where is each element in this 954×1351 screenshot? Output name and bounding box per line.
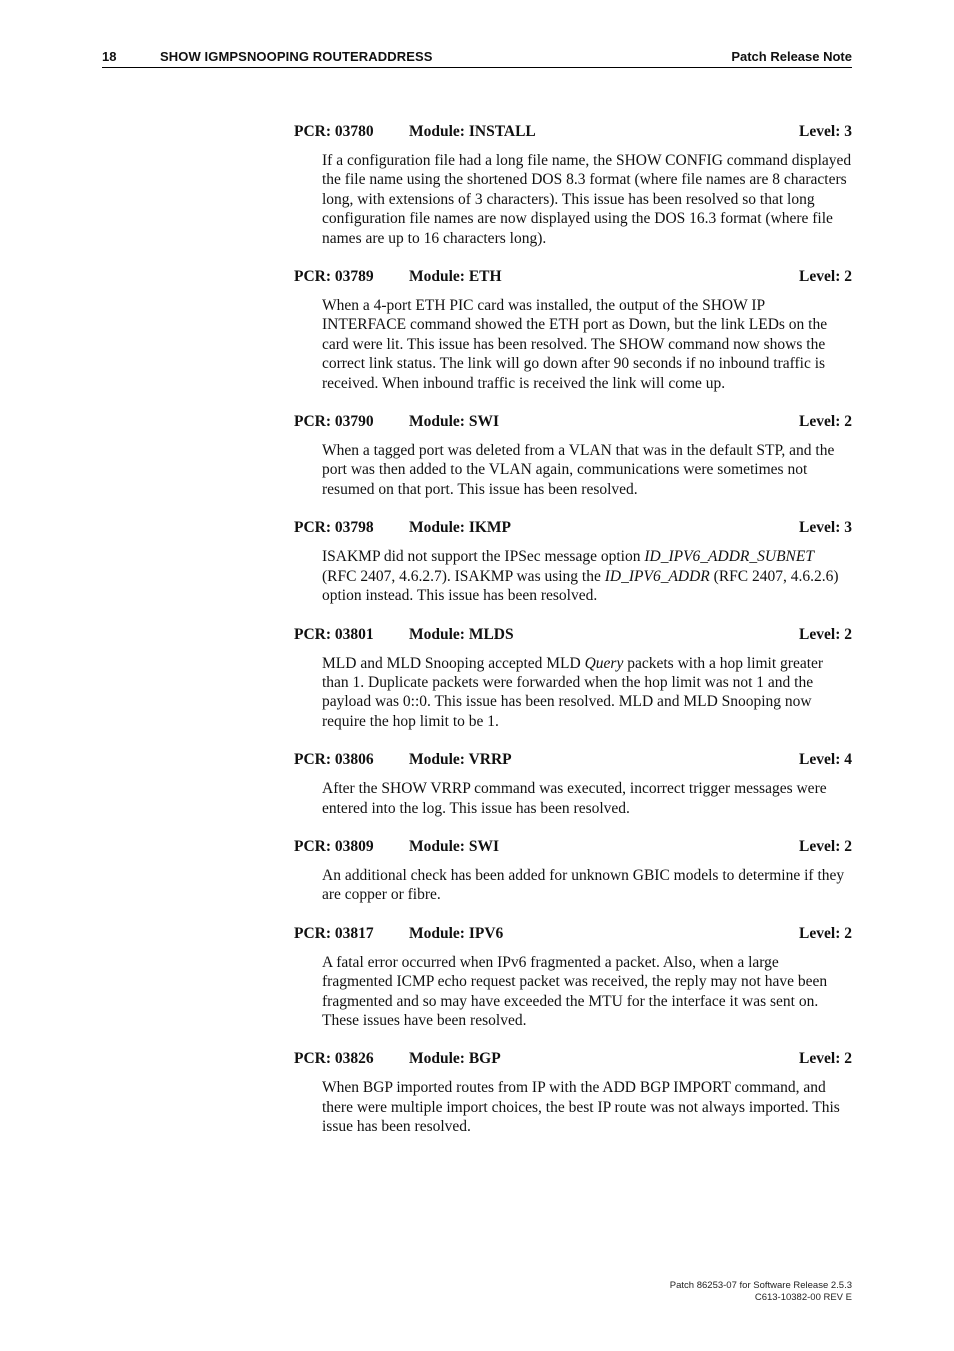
page-header xyxy=(102,47,852,68)
pcr-number: PCR: 03780 xyxy=(294,123,374,140)
pcr-entry-heading xyxy=(294,519,852,541)
document-title: Patch Release Note xyxy=(731,49,852,64)
pcr-entry xyxy=(294,838,852,905)
pcr-description xyxy=(322,296,852,393)
footer-patch-line: Patch 86253-07 for Software Release 2.5.3 xyxy=(669,1280,852,1291)
description-text: (RFC 2407, 4.6.2.7). ISAKMP was using the xyxy=(322,567,605,585)
page-footer xyxy=(670,1280,852,1303)
pcr-module: Module: IKMP xyxy=(409,519,512,537)
pcr-entry xyxy=(294,519,852,605)
pcr-module: Module: IPV6 xyxy=(409,924,504,942)
pcr-entry-heading xyxy=(294,123,852,145)
pcr-module: Module: INSTALL xyxy=(409,123,536,140)
pcr-number: PCR: 03809 xyxy=(294,837,374,855)
pcr-number: PCR: 03806 xyxy=(294,751,374,769)
pcr-description xyxy=(322,441,852,499)
pcr-entry xyxy=(294,413,852,499)
pcr-level: Level: 3 xyxy=(799,123,852,140)
italic-term: ID_IPV6_ADDR_SUBNET xyxy=(644,548,814,566)
pcr-description xyxy=(322,654,852,732)
pcr-module: Module: BGP xyxy=(409,1050,501,1068)
description-text: When BGP imported routes from IP with the ADD BGP IMPORT command, and there were multiple import choices, the best IP route was not always imported. This issue has been resolved. xyxy=(322,1079,840,1136)
pcr-module: Module: ETH xyxy=(409,268,502,286)
pcr-number: PCR: 03798 xyxy=(294,519,374,537)
description-text: (RFC 2407, 4.6.2.6) option instead. This issue has been resolved. xyxy=(322,567,839,605)
description-text: When a 4-port ETH PIC card was installed, the output of the SHOW IP INTERFACE command showed the ETH port as Down, but the link LEDs on the card were lit. This issue has been resolved. The SHOW command now shows the correct link status. The link will go down after 90 seconds if no inbound traffic is received. When inbound traffic is received the link will come up. xyxy=(322,297,828,392)
description-text: An additional check has been added for unknown GBIC models to determine if they are copper or fibre. xyxy=(322,866,845,904)
pcr-level: Level: 2 xyxy=(799,837,852,855)
pcr-level: Level: 4 xyxy=(799,751,852,769)
pcr-level: Level: 2 xyxy=(799,268,852,286)
description-text: After the SHOW VRRP command was executed, incorrect trigger messages were entered into the log. This issue has been resolved. xyxy=(322,780,827,817)
pcr-entry xyxy=(294,626,852,732)
pcr-number: PCR: 03789 xyxy=(294,268,374,286)
pcr-number: PCR: 03826 xyxy=(294,1050,374,1068)
pcr-level: Level: 2 xyxy=(799,924,852,942)
pcr-number: PCR: 03790 xyxy=(294,413,374,431)
pcr-level: Level: 2 xyxy=(799,1050,852,1068)
section-title: SHOW IGMPSNOOPING ROUTERADDRESS xyxy=(160,49,433,64)
italic-term: Query xyxy=(584,654,624,672)
pcr-entry xyxy=(294,751,852,818)
description-text: If a configuration file had a long file name, the SHOW CONFIG command displayed the file name using the shortened DOS 8.3 format (where file names are 8 characters long, with extensions of 3 characters). This issue has been resolved so that long configuration file names are now displayed using the DOS 16.3 format (where file names are up to 16 characters long). xyxy=(322,152,852,247)
pcr-description xyxy=(322,866,852,905)
pcr-list xyxy=(294,123,852,1157)
pcr-entry xyxy=(294,1050,852,1136)
pcr-entry-heading xyxy=(294,925,852,947)
pcr-entry xyxy=(294,123,852,248)
footer-doc-code: C613-10382-00 REV E xyxy=(754,1291,852,1303)
pcr-number: PCR: 03817 xyxy=(294,924,374,942)
pcr-entry-heading xyxy=(294,838,852,860)
pcr-number: PCR: 03801 xyxy=(294,625,374,643)
pcr-level: Level: 2 xyxy=(799,625,852,643)
description-text: packets with a hop limit greater than 1. Duplicate packets were forwarded when the hop limit was not 1 and the payload was 0::0. This issue has been resolved. MLD and MLD Snooping now require the hop limit to be 1. xyxy=(322,654,824,730)
description-text: When a tagged port was deleted from a VLAN that was in the default STP, and the port was then added to the VLAN again, communications were sometimes not resumed on that port. This issue has been resolved. xyxy=(322,442,835,498)
description-text: A fatal error occurred when IPv6 fragmented a packet. Also, when a large fragmented ICMP echo request packet was received, the reply may not have been fragmented and so may have exceeded the MTU for the interface it was sent on. These issues have been resolved. xyxy=(322,953,828,1029)
pcr-module: Module: VRRP xyxy=(409,751,512,769)
italic-term: ID_IPV6_ADDR xyxy=(604,567,710,585)
pcr-entry-heading xyxy=(294,413,852,435)
pcr-entry-heading xyxy=(294,1050,852,1072)
pcr-description xyxy=(322,953,852,1031)
page-number: 18 xyxy=(102,49,117,64)
pcr-module: Module: MLDS xyxy=(409,625,514,643)
pcr-level: Level: 3 xyxy=(799,519,852,537)
pcr-description xyxy=(322,151,852,248)
pcr-entry xyxy=(294,268,852,393)
pcr-module: Module: SWI xyxy=(409,837,499,855)
pcr-entry-heading xyxy=(294,268,852,290)
pcr-description xyxy=(322,1078,852,1136)
pcr-entry-heading xyxy=(294,751,852,773)
description-text: ISAKMP did not support the IPSec message option xyxy=(322,548,645,566)
pcr-description xyxy=(322,547,852,605)
pcr-description xyxy=(322,779,852,818)
pcr-module: Module: SWI xyxy=(409,413,499,431)
description-text: MLD and MLD Snooping accepted MLD xyxy=(322,654,585,672)
pcr-entry xyxy=(294,925,852,1031)
pcr-entry-heading xyxy=(294,626,852,648)
pcr-level: Level: 2 xyxy=(799,413,852,431)
